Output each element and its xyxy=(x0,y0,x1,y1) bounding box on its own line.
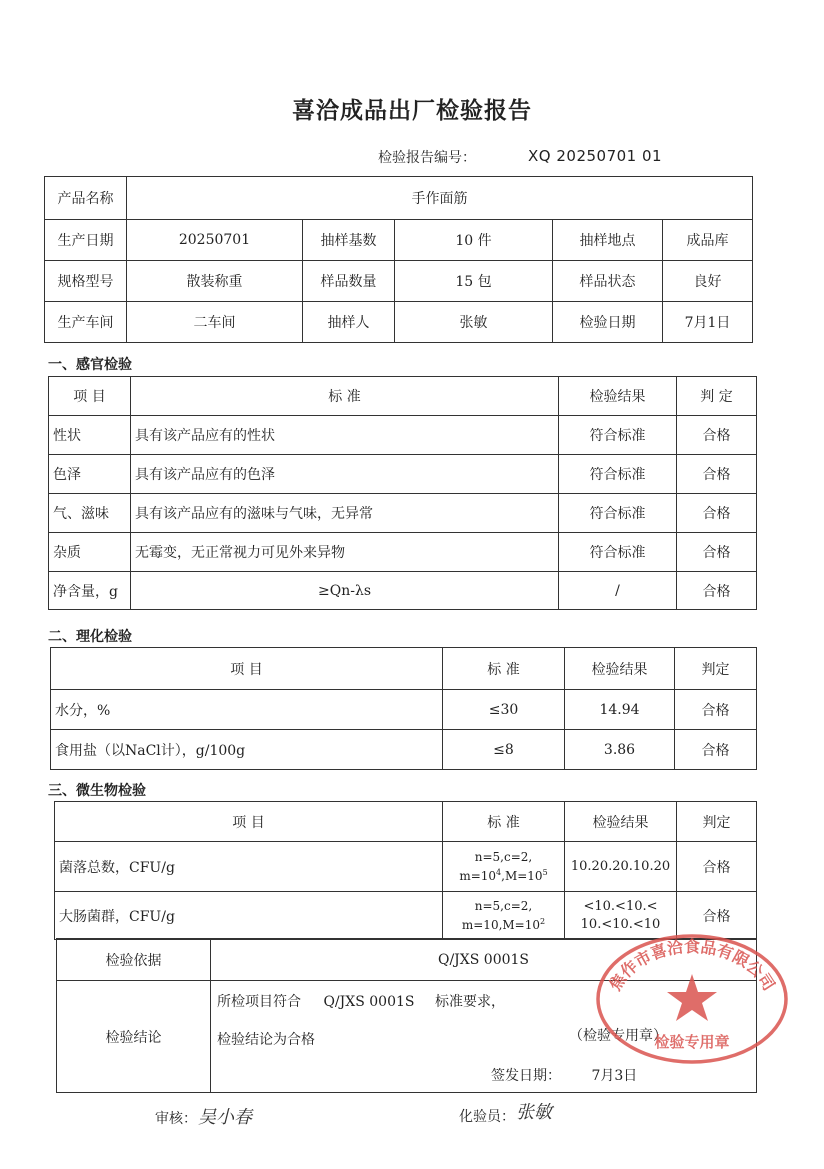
workshop: 二车间 xyxy=(127,302,303,343)
micro-standard xyxy=(443,892,565,940)
sensory-verdict: 合格 xyxy=(677,455,757,494)
stamp-note: （检验专用章） xyxy=(569,1028,667,1044)
info-table xyxy=(44,176,753,343)
sensory-result: / xyxy=(559,572,677,610)
sensory-header-result: 检验结果 xyxy=(559,377,677,416)
report-number xyxy=(378,147,663,167)
reviewer-label: 审核： xyxy=(155,1111,197,1127)
micro-standard-m: m=10 xyxy=(459,868,497,883)
micro-item: 菌落总数，CFU/g xyxy=(55,842,443,892)
micro-item: 大肠菌群，CFU/g xyxy=(55,892,443,940)
physchem-standard: ≤30 xyxy=(443,690,565,730)
sample-qty-label: 样品数量 xyxy=(303,261,395,302)
micro-standard-M-exp: 5 xyxy=(542,867,548,877)
physchem-header-result: 检验结果 xyxy=(565,648,675,690)
company-seal xyxy=(594,932,790,1066)
sensory-item: 气、滋味 xyxy=(49,494,131,533)
sampler: 张敏 xyxy=(395,302,553,343)
prod-date: 20250701 xyxy=(127,220,303,261)
conclusion-label: 检验结论 xyxy=(57,981,211,1093)
product-name: 手作面筋 xyxy=(127,177,753,220)
star-icon xyxy=(667,974,717,1021)
physchem-heading: 二、理化检验 xyxy=(48,629,132,645)
table-row xyxy=(49,455,757,494)
micro-header-verdict: 判定 xyxy=(677,802,757,842)
sampler-label: 抽样人 xyxy=(303,302,395,343)
micro-header-result: 检验结果 xyxy=(565,802,677,842)
spec-label: 规格型号 xyxy=(45,261,127,302)
sensory-standard: ≥Qn-λs xyxy=(131,572,559,610)
sample-state: 良好 xyxy=(663,261,753,302)
basis-label: 检验依据 xyxy=(57,939,211,981)
sensory-result: 符合标准 xyxy=(559,533,677,572)
physchem-item: 食用盐（以NaCl计），g/100g xyxy=(51,730,443,770)
micro-result-line1: <10.<10.< xyxy=(583,898,658,914)
report-title: 喜洽成品出厂检验报告 xyxy=(292,98,532,124)
sign-date xyxy=(491,1065,637,1085)
physchem-table xyxy=(50,647,757,770)
reviewer-signature: 吴小春 xyxy=(198,1107,252,1128)
report-number-label: 检验报告编号： xyxy=(378,150,476,166)
inspect-date: 7月1日 xyxy=(663,302,753,343)
table-row xyxy=(55,842,757,892)
report-number-value: XQ 20250701 01 xyxy=(528,147,663,165)
conclusion-line1-standard: Q/JXS 0001S xyxy=(323,994,415,1010)
sensory-standard: 具有该产品应有的滋味与气味，无异常 xyxy=(131,494,559,533)
sensory-header-item: 项 目 xyxy=(49,377,131,416)
sensory-standard: 具有该产品应有的色泽 xyxy=(131,455,559,494)
micro-verdict: 合格 xyxy=(677,892,757,940)
micro-standard-M-exp: 2 xyxy=(540,916,546,926)
product-name-label: 产品名称 xyxy=(45,177,127,220)
micro-standard-line1: n=5,c=2, xyxy=(474,898,533,913)
physchem-result: 14.94 xyxy=(565,690,675,730)
sensory-standard: 具有该产品应有的性状 xyxy=(131,416,559,455)
sensory-item: 杂质 xyxy=(49,533,131,572)
physchem-verdict: 合格 xyxy=(675,690,757,730)
micro-standard-line1: n=5,c=2, xyxy=(474,849,533,864)
physchem-header-standard: 标 准 xyxy=(443,648,565,690)
physchem-standard: ≤8 xyxy=(443,730,565,770)
sample-base: 10 件 xyxy=(395,220,553,261)
sensory-result: 符合标准 xyxy=(559,455,677,494)
sign-date-label: 签发日期： xyxy=(491,1068,561,1084)
table-row xyxy=(49,533,757,572)
physchem-header-item: 项 目 xyxy=(51,648,443,690)
table-row xyxy=(51,690,757,730)
physchem-header-verdict: 判定 xyxy=(675,648,757,690)
micro-header-standard: 标 准 xyxy=(443,802,565,842)
inspector-label: 化验员： xyxy=(459,1109,515,1125)
conclusion-line1 xyxy=(217,991,505,1011)
sensory-item: 净含量，g xyxy=(49,572,131,610)
sample-base-label: 抽样基数 xyxy=(303,220,395,261)
table-row xyxy=(49,416,757,455)
table-row xyxy=(49,494,757,533)
seal-purpose-text: 检验专用章 xyxy=(654,1033,730,1051)
sample-place-label: 抽样地点 xyxy=(553,220,663,261)
conclusion-line1-c: 标准要求， xyxy=(434,994,505,1010)
micro-heading: 三、微生物检验 xyxy=(48,783,146,799)
table-row xyxy=(49,572,757,610)
sensory-table xyxy=(48,376,757,610)
seal-org-text: 焦作市喜洽食品有限公司 xyxy=(605,937,779,995)
prod-date-label: 生产日期 xyxy=(45,220,127,261)
spec: 散装称重 xyxy=(127,261,303,302)
micro-standard-m: m=10,M=10 xyxy=(461,917,541,932)
basis-value: Q/JXS 0001S xyxy=(211,939,757,981)
micro-standard xyxy=(443,842,565,892)
micro-result-line2: 10.<10.<10 xyxy=(580,916,661,932)
sensory-verdict: 合格 xyxy=(677,416,757,455)
inspect-date-label: 检验日期 xyxy=(553,302,663,343)
micro-standard-M: ,M=10 xyxy=(501,868,543,883)
physchem-item: 水分，% xyxy=(51,690,443,730)
micro-result: 10.20.20.10.20 xyxy=(565,842,677,892)
inspector-signature: 张敏 xyxy=(516,1102,552,1123)
sensory-header-standard: 标 准 xyxy=(131,377,559,416)
sample-place: 成品库 xyxy=(663,220,753,261)
sensory-result: 符合标准 xyxy=(559,494,677,533)
sensory-item: 色泽 xyxy=(49,455,131,494)
micro-header-item: 项 目 xyxy=(55,802,443,842)
conclusion-line2: 检验结论为合格 xyxy=(217,1032,315,1048)
sign-date-value: 7月3日 xyxy=(591,1068,638,1084)
physchem-result: 3.86 xyxy=(565,730,675,770)
micro-standard-line2 xyxy=(447,865,560,884)
micro-standard-line2 xyxy=(447,914,560,933)
sensory-result: 符合标准 xyxy=(559,416,677,455)
sensory-verdict: 合格 xyxy=(677,533,757,572)
physchem-verdict: 合格 xyxy=(675,730,757,770)
sensory-header-verdict: 判 定 xyxy=(677,377,757,416)
table-row xyxy=(51,730,757,770)
micro-standard-m-exp: 4 xyxy=(496,867,502,877)
sensory-item: 性状 xyxy=(49,416,131,455)
micro-verdict: 合格 xyxy=(677,842,757,892)
sensory-standard: 无霉变，无正常视力可见外来异物 xyxy=(131,533,559,572)
sensory-verdict: 合格 xyxy=(677,572,757,610)
sensory-verdict: 合格 xyxy=(677,494,757,533)
sample-state-label: 样品状态 xyxy=(553,261,663,302)
sensory-heading: 一、感官检验 xyxy=(48,357,132,373)
micro-table xyxy=(54,801,757,940)
conclusion-line1-a: 所检项目符合 xyxy=(217,994,301,1010)
workshop-label: 生产车间 xyxy=(45,302,127,343)
sample-qty: 15 包 xyxy=(395,261,553,302)
